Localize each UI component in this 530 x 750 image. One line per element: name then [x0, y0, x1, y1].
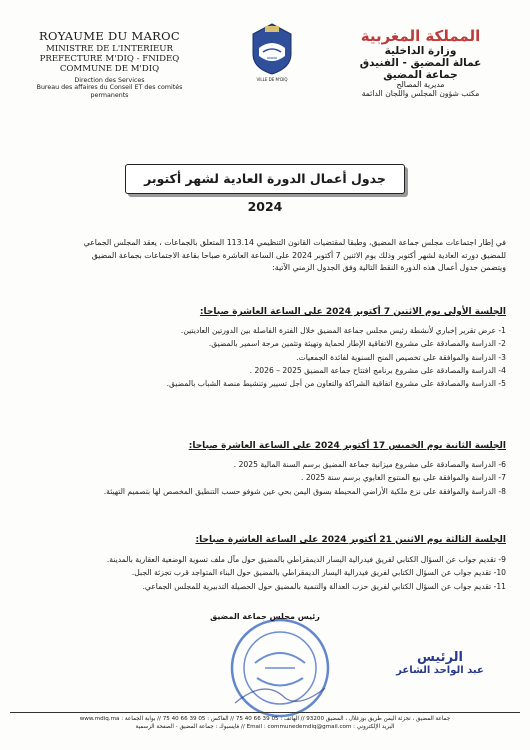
intro-paragraph: [24, 237, 506, 275]
header-right-arabic: [333, 28, 508, 99]
footer-address: جماعة المضيق ، تجزئة اليمن طريق بوزغلال ، المضيق 93200 // الهاتف : 05 39 66 40 75 // الفاكس : 05 39 66 40 75 // بوابة الجماعة : www.mdiq.ma: [79, 716, 451, 722]
prefecture-fr: PREFECTURE M'DIQ - FNIDEQ: [39, 53, 180, 64]
intro-line: للمضيق دورته العادية لشهر أكتوبر وذلك يوم الاثنين 7 أكتوبر 2024 على الساعة العاشرة صباحا بقاعة الاجتماعات بجماعة المضيق: [91, 250, 506, 260]
session-2-title: الجلسة الثانية يوم الخميس 17 أكتوبر 2024 على الساعة العاشرة صباحا:: [188, 441, 506, 451]
session-3-items: [24, 553, 506, 593]
direction-ar: مديرية المصالح: [396, 80, 445, 90]
official-stamp-icon: [215, 608, 345, 723]
intro-line: في إطار اجتماعات مجلس جماعة المضيق، وطبقا لمقتضيات القانون التنظيمي 113.14 المتعلق بالجماعات ، يعقد المجلس الجماعي: [83, 238, 506, 247]
agenda-item: 9- تقديم جواب عن السؤال الكتابي لفريق فيدرالية اليسار الديمقراطي بالمضيق حول مآل ملف تسوية الوضعية العقارية بالمدينة.: [106, 555, 506, 564]
document-title: جدول أعمال الدورة العادية لشهر أكتوبر 2024: [125, 164, 405, 194]
ministry-fr: MINISTRE DE L'INTERIEUR: [46, 43, 173, 54]
ministry-ar: وزارة الداخلية: [384, 45, 457, 58]
footer: [10, 712, 520, 732]
session-1-items: [24, 324, 506, 390]
agenda-item: 4- الدراسة والمصادقة على مشروع برنامج افتتاح جماعة المضيق 2025 – 2026 .: [249, 365, 506, 375]
president-label: رئيس مجلس جماعة المضيق: [210, 612, 320, 621]
bureau-fr: Bureau des affaires du Conseil ET des comités: [36, 84, 183, 92]
agenda-item: 10- تقديم جواب عن السؤال الكتابي لفريق فيدرالية اليسار الديمقراطي بالمضيق حول البناء المتواجد قرب تجزئة الجبل.: [131, 568, 506, 578]
session-2-items: [24, 458, 506, 498]
prefecture-ar: عمالة المضيق - الفنيدق: [359, 57, 482, 70]
direction-fr: Direction des Services: [74, 76, 145, 84]
bureau-fr-2: permanents: [90, 91, 129, 99]
agenda-item: 8- الدراسة والموافقة على نزع ملكية الأراضي المحيطة بسوق اليمن بحي عين شوفو حسب التنطيق المخصص لها بتصميم التهيئة.: [103, 486, 506, 496]
agenda-item: 7- الدراسة والموافقة على بيع المنتوج الغابوي برسم سنة 2025 .: [300, 473, 506, 483]
intro-line: ويتضمن جدول أعمال هذه الدورة النقط التالية وفق الجدول الزمني الآتية:: [272, 263, 506, 273]
signature-title: الرئيس: [417, 650, 463, 665]
header-left-french: [22, 30, 197, 99]
session-1-title: الجلسة الأولى يوم الاثنين 7 أكتوبر 2024 على الساعة العاشرة صباحا:: [199, 307, 506, 317]
city-crest-icon: [245, 20, 299, 76]
agenda-item: 6- الدراسة والمصادقة على مشروع ميزانية جماعة المضيق برسم السنة المالية 2025 .: [233, 460, 506, 469]
agenda-item: 1- عرض تقرير إخباري لأنشطة رئيس مجلس جماعة المضيق خلال الفترة الفاصلة بين الدورتين العاديتين.: [180, 326, 506, 335]
logo-caption: VILLE DE M'DIQ: [256, 77, 288, 82]
kingdom-ar: المملكة المغربية: [360, 27, 481, 45]
bureau-ar: مكتب شؤون المجلس واللجان الدائمة: [361, 89, 480, 99]
agenda-item: 2- الدراسة والمصادقة على مشروع الاتفاقية الإطار لحماية وتهيئة وتثمين مرجة اسمير بالمضيق.: [208, 339, 506, 349]
footer-contact: البريد الإلكتروني : Email : communedemdiq@gmail.com // فايسبوك : جماعة المضيق - الصفحة الرسمية: [135, 724, 395, 731]
commune-ar: جماعة المضيق: [383, 69, 458, 82]
agenda-item: 5- الدراسة والمصادقة على مشروع اتفاقية الشراكة والتعاون من أجل تسيير وتنشيط منصة الشباب بالمضيق.: [166, 379, 506, 389]
signature-name: عبد الواحد الشاعر: [396, 665, 484, 676]
signature-block: [385, 650, 495, 676]
commune-fr: COMMUNE DE M'DIQ: [59, 63, 160, 74]
session-3-title: الجلسة الثالثة يوم الاثنين 21 أكتوبر 2024 على الساعة العاشرة صباحا:: [195, 535, 506, 545]
agenda-item: 11- تقديم جواب عن السؤال الكتابي لفريق حزب العدالة والتنمية بالمضيق حول الحصيلة التدبيرية للمجلس الجماعي.: [142, 581, 506, 591]
agenda-item: 3- الدراسة والموافقة على تخصيص المنح السنوية لفائدة الجمعيات.: [296, 352, 506, 362]
kingdom-fr: ROYAUME DU MAROC: [39, 29, 180, 43]
